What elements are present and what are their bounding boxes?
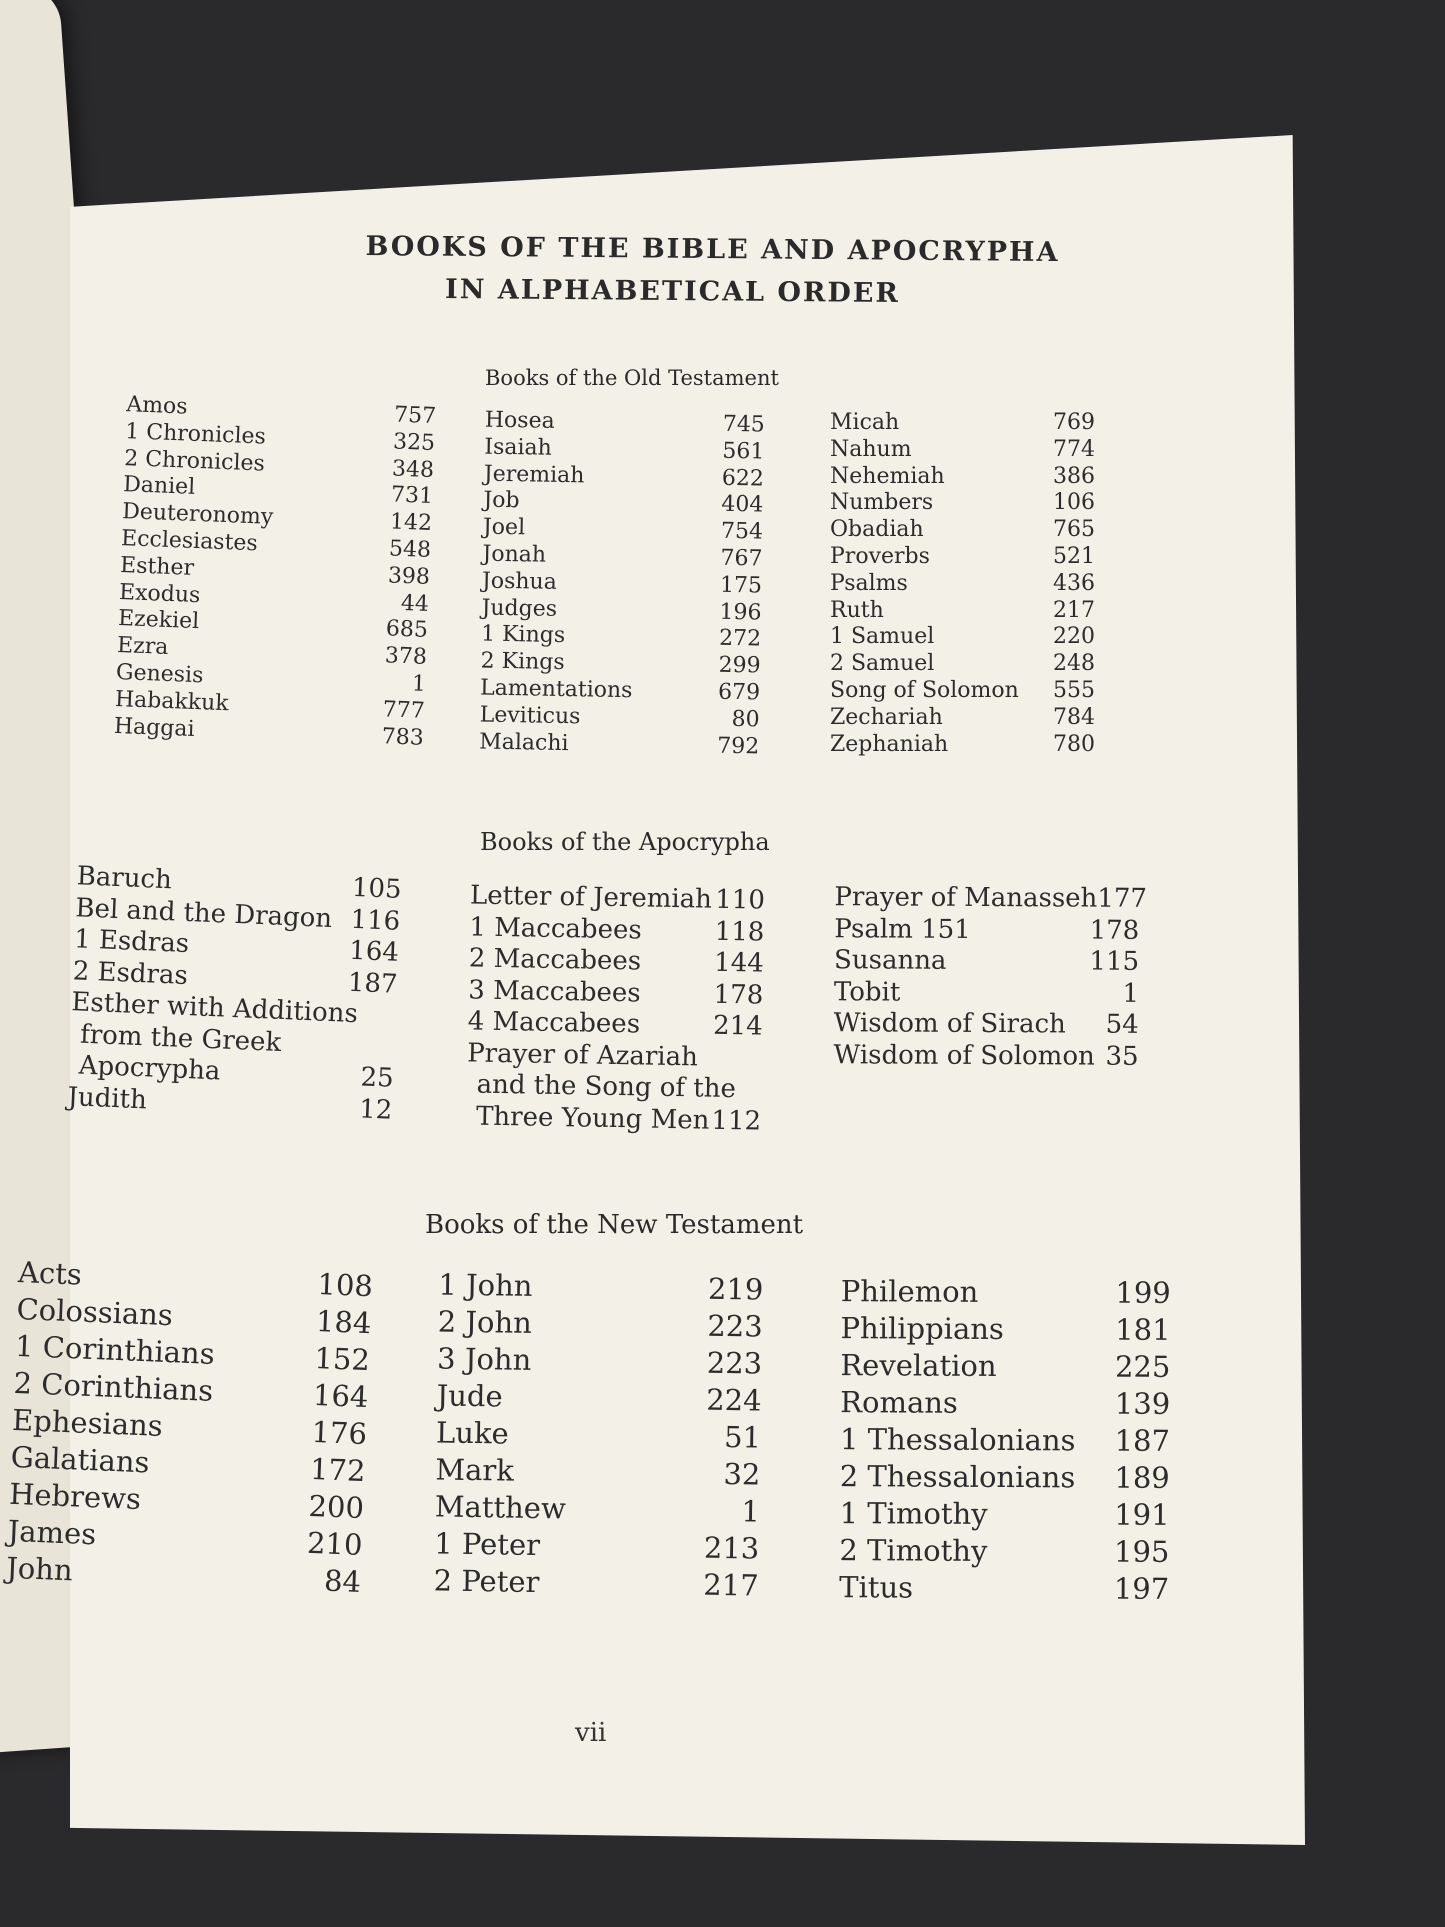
book-entry: [469, 943, 765, 980]
book-name: Song of Solomon: [830, 677, 1019, 703]
book-page-number: 1: [741, 1494, 761, 1529]
book-name: Judith: [66, 1081, 148, 1115]
book-name: Micah: [830, 410, 900, 435]
book-page-number: 224: [705, 1382, 762, 1418]
book-name: Ephesians: [11, 1402, 164, 1443]
book-page-number: 521: [1053, 543, 1095, 569]
book-name: Jude: [436, 1378, 503, 1414]
book-name: Proverbs: [830, 543, 930, 569]
book-entry: [840, 1459, 1170, 1498]
book-page-number: 152: [313, 1340, 371, 1378]
book-entry: [830, 732, 1095, 759]
book-name: Job: [483, 487, 520, 514]
book-page-number: 176: [310, 1414, 368, 1452]
book-name: Letter of Jeremiah: [469, 880, 713, 915]
book-name: Prayer of Azariah: [466, 1037, 699, 1072]
book-page-number: 32: [723, 1456, 761, 1492]
book-page-number: 118: [714, 916, 765, 948]
book-name: Mark: [435, 1452, 515, 1488]
book-name: Nehemiah: [830, 463, 945, 489]
book-entry: [435, 1452, 761, 1494]
book-name: 2 Timothy: [839, 1533, 988, 1568]
book-name: 2 Maccabees: [468, 943, 642, 977]
book-page-number: 217: [1053, 597, 1095, 623]
book-page-number: 164: [312, 1377, 370, 1415]
book-entry: [840, 1422, 1170, 1461]
book-name: 1 Esdras: [73, 924, 190, 960]
book-page-number: 757: [393, 402, 437, 430]
apocrypha-column-2: [466, 880, 765, 1137]
book-page-number: 139: [1114, 1386, 1171, 1421]
book-name: 1 Kings: [480, 621, 566, 649]
book-page-number: 731: [390, 482, 434, 510]
book-name: Amos: [125, 392, 189, 420]
book-name: 2 Chronicles: [123, 445, 266, 477]
book-name: Luke: [435, 1415, 509, 1451]
book-entry: [839, 1533, 1169, 1572]
new-testament-column-2: [433, 1267, 763, 1605]
book-entry: [830, 490, 1095, 517]
book-entry: [834, 1008, 1139, 1041]
book-page-number: 187: [347, 967, 399, 1000]
apocrypha-column-3: [833, 882, 1148, 1073]
book-name: James: [7, 1513, 97, 1552]
book-name: Prayer of Manasseh: [834, 882, 1098, 914]
old-testament-column-1: [113, 392, 436, 752]
book-entry: [468, 975, 764, 1012]
book-entry: [433, 1563, 759, 1605]
book-page-number: 679: [717, 679, 761, 706]
book-page-number: 225: [1114, 1349, 1171, 1384]
book-name: Zephaniah: [830, 731, 949, 757]
book-entry: [834, 882, 1148, 915]
book-entry: [467, 1038, 763, 1075]
book-name: Ruth: [830, 597, 884, 623]
page-subtitle: IN ALPHABETICAL ORDER: [444, 274, 901, 309]
book-entry: [830, 464, 1095, 491]
book-page-number: 84: [323, 1563, 362, 1599]
book-entry: [840, 1348, 1170, 1387]
book-name: 2 Kings: [480, 648, 565, 676]
book-page-number: 184: [315, 1304, 373, 1341]
book-name: Galatians: [10, 1439, 151, 1480]
book-page-number: 561: [722, 438, 765, 465]
book-page-number: 378: [384, 643, 428, 671]
book-page-number: 164: [348, 935, 400, 968]
book-page-number: 777: [382, 697, 426, 724]
old-testament-column-3: [830, 410, 1095, 758]
new-testament-column-3: [839, 1274, 1171, 1609]
book-name: Ezekiel: [117, 606, 200, 635]
book-entry: [830, 678, 1095, 705]
book-page-number: 745: [722, 411, 766, 438]
book-name: 2 Peter: [433, 1563, 540, 1600]
book-name: Nahum: [830, 436, 912, 462]
book-name: Susanna: [834, 945, 947, 976]
book-name: 4 Maccabees: [467, 1006, 641, 1040]
apocrypha-heading: Books of the Apocrypha: [480, 828, 770, 856]
book-name: Lamentations: [479, 675, 633, 704]
page-title: BOOKS OF THE BIBLE AND APOCRYPHA: [365, 230, 1060, 269]
book-page-number: 769: [1053, 410, 1095, 435]
book-name: Exodus: [118, 579, 201, 608]
book-page-number: 436: [1053, 570, 1095, 596]
book-name: from the Greek: [79, 1019, 282, 1058]
book-name: Malachi: [479, 729, 569, 756]
book-entry: [438, 1267, 764, 1309]
book-page-number: 177: [1097, 883, 1148, 914]
book-page-number: 189: [1114, 1460, 1170, 1495]
book-name: Isaiah: [484, 434, 553, 461]
book-page-number: 112: [711, 1105, 762, 1137]
book-name: Joshua: [481, 568, 558, 595]
book-name: Tobit: [833, 976, 901, 1008]
book-page-number: 767: [720, 545, 763, 572]
book-name: Philippians: [840, 1311, 1004, 1346]
book-entry: [834, 914, 1139, 947]
book-page-number: 142: [389, 509, 433, 537]
folio-page-number: vii: [575, 1718, 607, 1748]
book-name: Psalm 151: [834, 913, 971, 945]
book-page-number: 220: [1053, 624, 1095, 650]
book-name: 1 Thessalonians: [839, 1422, 1076, 1458]
book-name: Esther with Additions: [70, 987, 359, 1030]
book-page-number: 196: [719, 599, 762, 626]
book-page-number: 348: [391, 456, 435, 483]
book-name: 3 Maccabees: [468, 974, 641, 1008]
book-name: Psalms: [830, 570, 908, 596]
book-page-number: 555: [1053, 677, 1095, 703]
book-name: 1 Samuel: [830, 624, 935, 650]
book-page-number: 213: [703, 1530, 760, 1566]
book-name: Haggai: [113, 713, 196, 742]
book-name: Apocrypha: [78, 1050, 222, 1087]
book-name: 1 Peter: [434, 1526, 541, 1563]
book-entry: [841, 1274, 1171, 1313]
book-page-number: 199: [1115, 1275, 1171, 1310]
book-name: Bel and the Dragon: [74, 892, 333, 934]
book-name: Judges: [481, 595, 558, 622]
book-page-number: 195: [1113, 1534, 1170, 1569]
book-page-number: 754: [720, 518, 764, 545]
book-page-number: 35: [1105, 1041, 1139, 1072]
book-entry: [436, 1415, 762, 1457]
book-page-number: 272: [718, 626, 762, 652]
book-name: 2 Corinthians: [13, 1365, 214, 1408]
book-name: Zechariah: [830, 704, 943, 730]
old-testament-column-2: [479, 408, 765, 761]
book-entry: [466, 1101, 762, 1138]
book-name: Baruch: [76, 861, 173, 896]
book-page-number: 548: [388, 536, 432, 563]
book-entry: [435, 1489, 761, 1531]
book-name: Daniel: [122, 472, 196, 501]
book-name: Wisdom of Solomon: [833, 1039, 1095, 1072]
book-name: Revelation: [840, 1348, 997, 1383]
book-page-number: 51: [723, 1419, 762, 1455]
book-name: 1 Corinthians: [14, 1328, 216, 1371]
book-page-number: 178: [1089, 915, 1140, 946]
book-page-number: 210: [306, 1525, 364, 1563]
book-page-number: 191: [1114, 1497, 1170, 1532]
book-page-number: 248: [1053, 651, 1095, 677]
book-page-number: 175: [719, 572, 763, 599]
book-entry: [839, 1570, 1169, 1609]
book-page-number: 12: [358, 1093, 393, 1126]
book-name: 1 John: [438, 1267, 533, 1303]
book-entry: [434, 1526, 760, 1568]
book-page-number: 223: [707, 1308, 764, 1344]
book-name: 2 John: [437, 1304, 533, 1340]
book-page-number: 178: [713, 979, 764, 1011]
book-page-number: 181: [1115, 1312, 1171, 1347]
book-entry: [467, 1006, 763, 1043]
book-name: Jeremiah: [483, 461, 585, 488]
book-page-number: 1: [1122, 978, 1139, 1009]
book-page-number: 197: [1113, 1571, 1170, 1606]
book-name: Jonah: [482, 541, 547, 568]
book-name: Leviticus: [479, 702, 581, 730]
book-name: Three Young Men: [475, 1101, 710, 1136]
book-entry: [437, 1304, 763, 1346]
book-page-number: 765: [1053, 517, 1095, 543]
book-page-number: 187: [1114, 1423, 1171, 1458]
book-page-number: 44: [400, 590, 430, 617]
book-entry: [830, 624, 1095, 651]
book-page-number: 214: [712, 1010, 763, 1042]
book-page-number: 780: [1053, 731, 1095, 757]
book-page-number: 774: [1053, 436, 1095, 462]
book-entry: [830, 517, 1095, 544]
book-entry: [830, 571, 1095, 598]
book-entry: [466, 1069, 762, 1106]
book-name: Hebrews: [8, 1476, 142, 1517]
book-entry: [830, 544, 1095, 571]
book-name: Habakkuk: [114, 686, 230, 717]
book-entry: [834, 1040, 1139, 1073]
book-page-number: 144: [713, 947, 765, 979]
book-name: 1 Chronicles: [124, 418, 267, 450]
book-page-number: 217: [703, 1567, 759, 1603]
book-name: Hosea: [484, 407, 555, 434]
book-name: 3 John: [436, 1341, 532, 1377]
book-page-number: 116: [349, 904, 401, 937]
book-entry: [436, 1378, 762, 1420]
book-page-number: 106: [1053, 490, 1095, 516]
book-entry: [840, 1385, 1170, 1424]
book-name: 2 Samuel: [830, 651, 935, 677]
book-name: Matthew: [434, 1489, 567, 1526]
book-entry: [437, 1341, 763, 1383]
book-entry: [830, 598, 1095, 625]
book-name: Numbers: [830, 490, 934, 516]
book-entry: [830, 410, 1095, 437]
new-testament-column-1: [5, 1255, 373, 1602]
book-page-number: 115: [1089, 946, 1140, 977]
book-name: Philemon: [840, 1274, 979, 1309]
book-page-number: 404: [721, 492, 764, 518]
book-name: Joel: [482, 514, 526, 541]
old-testament-heading: Books of the Old Testament: [485, 366, 779, 390]
book-entry: [840, 1496, 1170, 1535]
book-page-number: 299: [718, 652, 761, 679]
book-page-number: 622: [721, 465, 765, 492]
book-name: Titus: [839, 1570, 914, 1605]
book-name: 1 Maccabees: [469, 911, 642, 945]
book-name: Romans: [840, 1385, 958, 1420]
book-page-number: 1: [411, 671, 427, 697]
book-page-number: 325: [392, 429, 436, 456]
book-page-number: 80: [731, 706, 760, 733]
book-page-number: 105: [351, 872, 403, 905]
book-name: Acts: [17, 1255, 83, 1292]
book-entry: [840, 1311, 1170, 1350]
book-page-number: 25: [359, 1062, 395, 1094]
new-testament-heading: Books of the New Testament: [425, 1210, 804, 1240]
book-page-number: 219: [707, 1271, 764, 1307]
book-name: 2 Esdras: [72, 955, 189, 991]
book-name: Obadiah: [830, 517, 924, 543]
book-name: Ecclesiastes: [120, 526, 259, 557]
apocrypha-column-1: [67, 861, 402, 1126]
book-entry: [834, 945, 1139, 978]
book-page-number: 783: [381, 723, 425, 751]
book-name: Ezra: [116, 633, 169, 661]
book-entry: [830, 651, 1095, 678]
book-page-number: 792: [716, 733, 760, 759]
book-page-number: 172: [309, 1451, 367, 1489]
book-entry: [469, 912, 765, 949]
book-name: Esther: [119, 552, 195, 581]
book-name: 1 Timothy: [839, 1496, 988, 1531]
book-name: Genesis: [115, 659, 204, 689]
book-page-number: 685: [385, 616, 429, 644]
book-page-number: 200: [307, 1488, 365, 1526]
book-name: Wisdom of Sirach: [833, 1008, 1066, 1040]
book-page-number: 784: [1053, 704, 1095, 730]
book-entry: [484, 461, 764, 493]
book-entry: [470, 880, 766, 917]
book-name: 2 Thessalonians: [839, 1459, 1076, 1495]
book-page-number: 386: [1053, 463, 1095, 489]
book-name: John: [5, 1550, 74, 1588]
book-page-number: 223: [706, 1345, 763, 1381]
book-name: Colossians: [15, 1291, 174, 1333]
book-page-number: 108: [316, 1267, 374, 1304]
book-entry: [830, 705, 1095, 732]
book-page-number: 398: [387, 563, 431, 590]
book-name: Deuteronomy: [121, 499, 274, 531]
book-page-number: 54: [1105, 1009, 1139, 1040]
book-page-number: 110: [715, 884, 766, 916]
book-name: and the Song of the: [476, 1069, 737, 1105]
book-entry: [834, 977, 1139, 1010]
book-entry: [830, 437, 1095, 464]
book-entry: [479, 729, 759, 761]
